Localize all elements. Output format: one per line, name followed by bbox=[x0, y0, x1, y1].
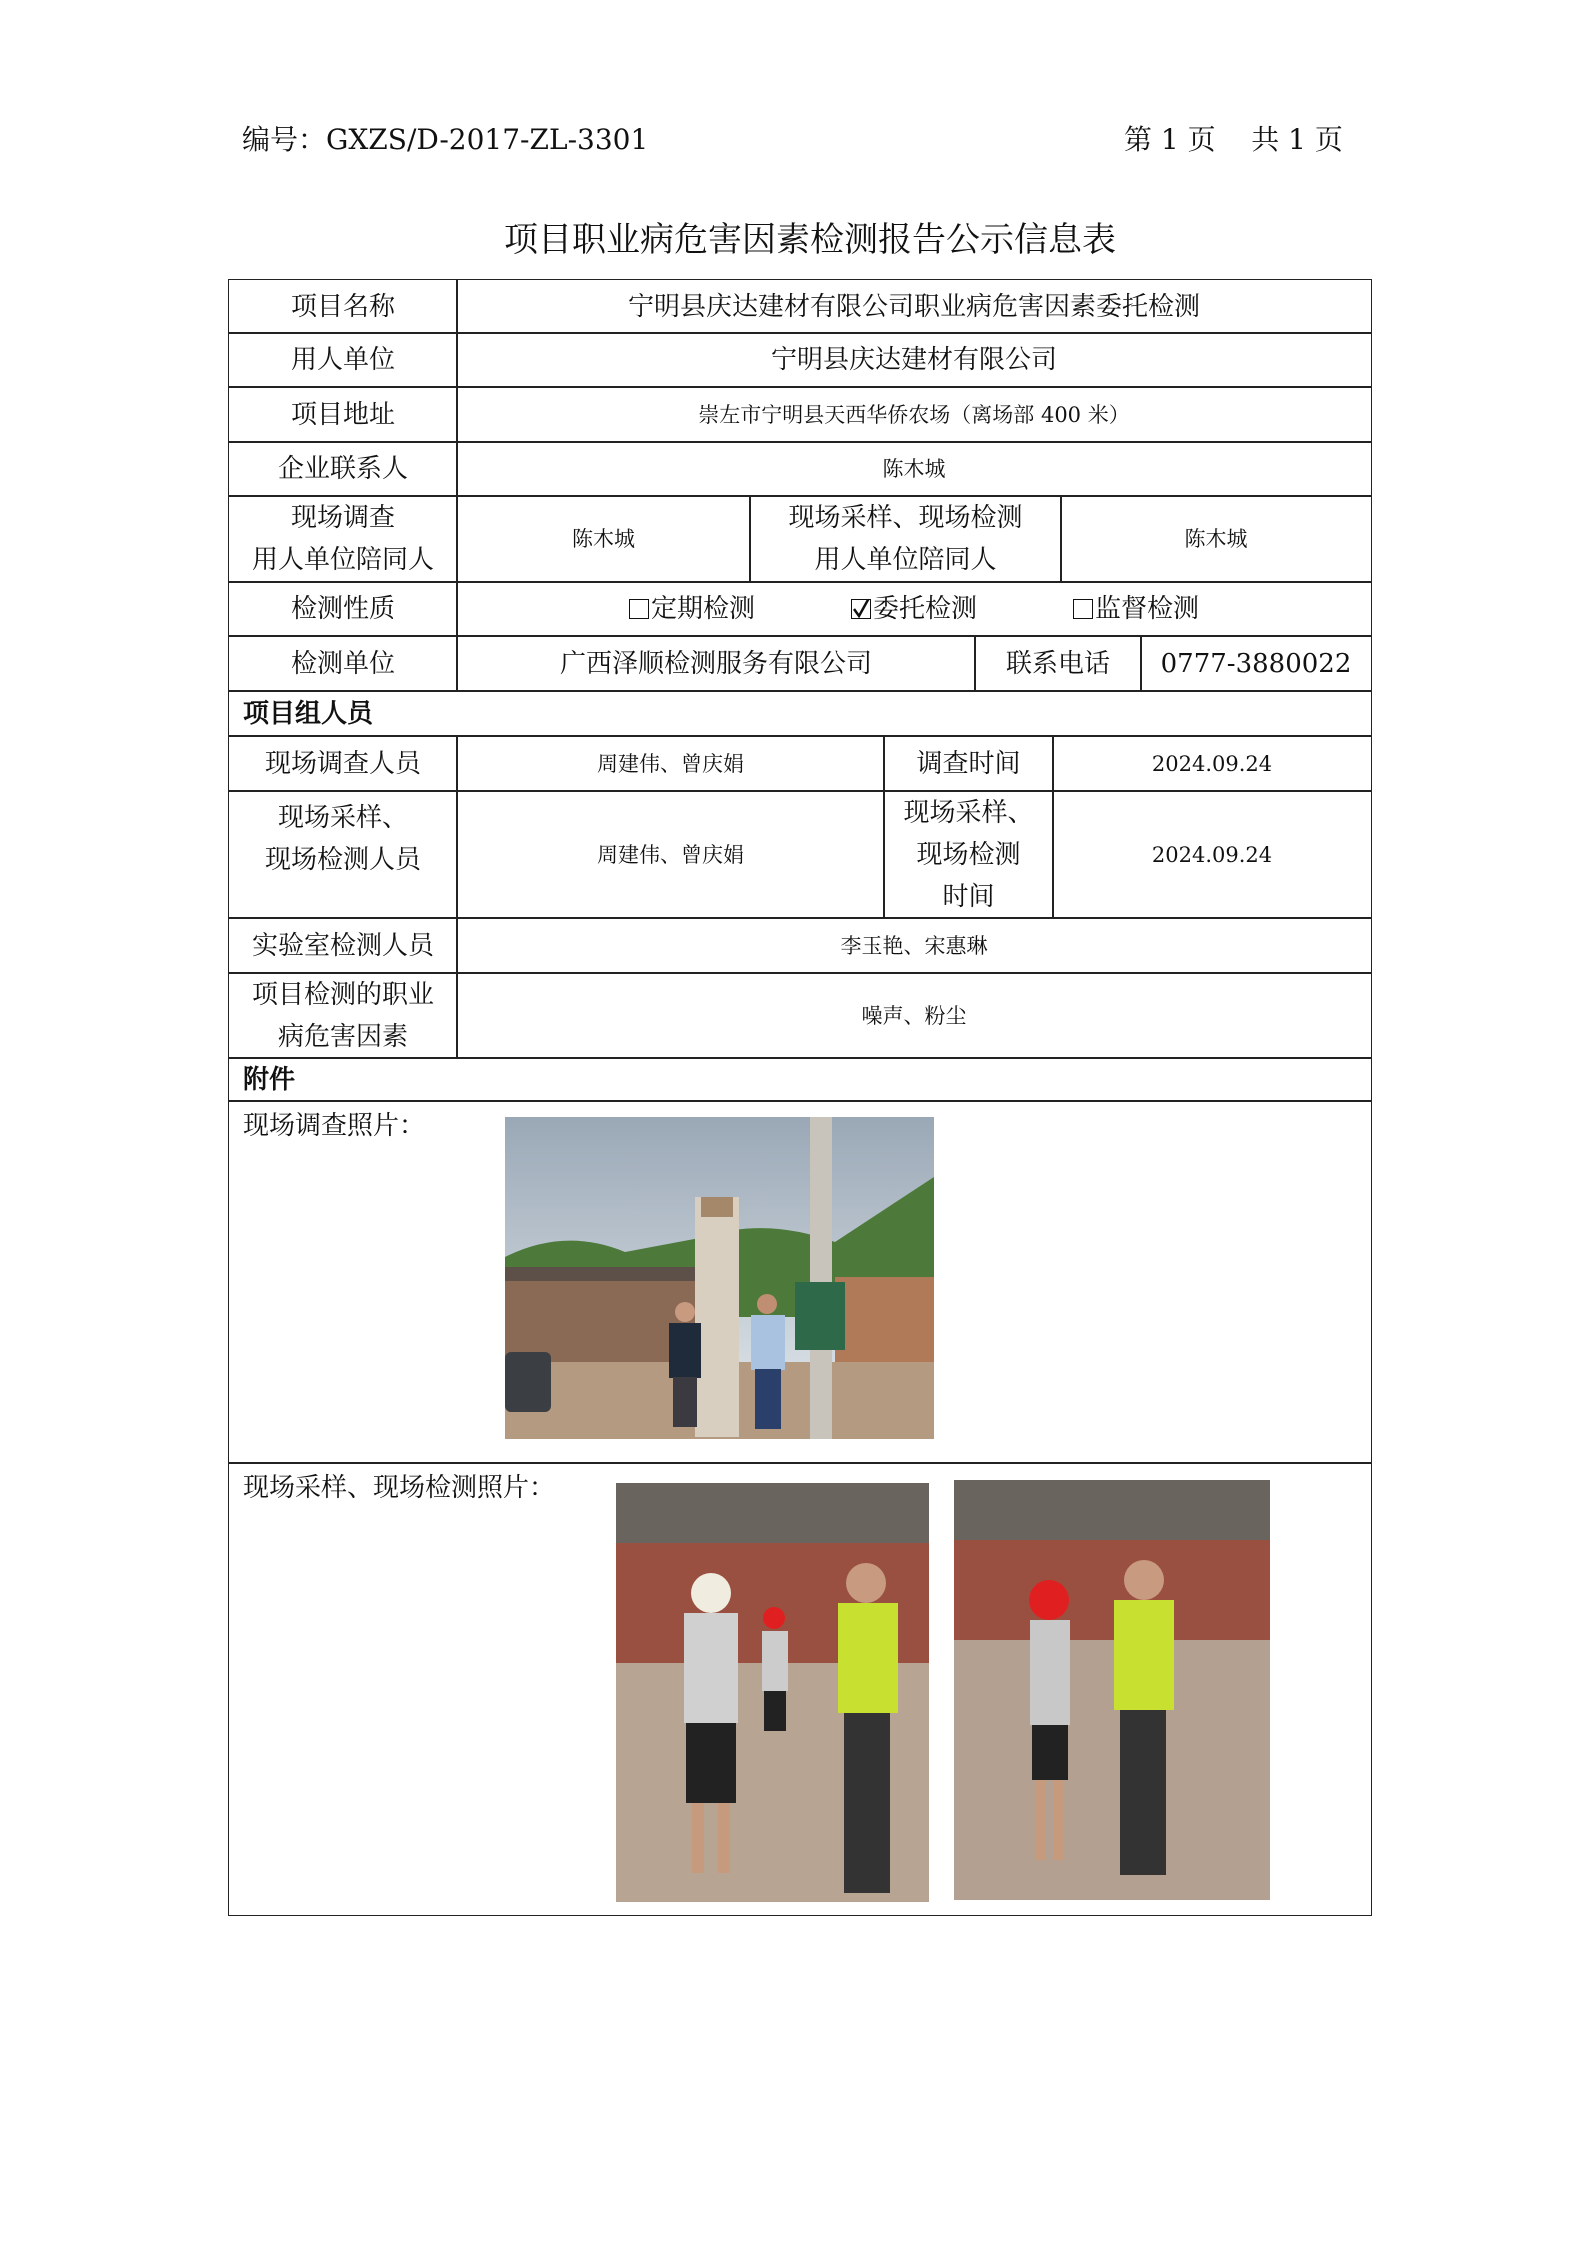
checkbox-unchecked-icon[interactable] bbox=[629, 599, 649, 619]
label-lab-staff: 实验室检测人员 bbox=[228, 917, 458, 974]
label-phone: 联系电话 bbox=[974, 635, 1142, 692]
label-sampling-time bbox=[883, 790, 1054, 919]
label-hazards bbox=[228, 972, 458, 1059]
label-unit: 检测单位 bbox=[228, 635, 458, 692]
label-line: 病危害因素 bbox=[277, 1021, 408, 1052]
label-address: 项目地址 bbox=[228, 386, 458, 443]
label-nature: 检测性质 bbox=[228, 581, 458, 637]
section-attachments: 附件 bbox=[228, 1057, 1372, 1102]
nature-options bbox=[456, 581, 1372, 637]
sampling-photo-1 bbox=[616, 1483, 929, 1902]
label-survey-time: 调查时间 bbox=[883, 735, 1054, 792]
checkbox-unchecked-icon[interactable] bbox=[1073, 599, 1093, 619]
label-project-name: 项目名称 bbox=[228, 279, 458, 334]
value-sampling-time: 2024.09.24 bbox=[1052, 790, 1372, 919]
option-periodic[interactable] bbox=[629, 588, 755, 630]
label-line: 用人单位陪同人 bbox=[814, 545, 997, 575]
label-line: 时间 bbox=[942, 881, 995, 912]
label-line: 现场采样、 bbox=[277, 803, 408, 833]
page-title: 项目职业病危害因素检测报告公示信息表 bbox=[504, 220, 1116, 260]
label-line: 现场采样、 bbox=[903, 797, 1034, 828]
value-contact: 陈木城 bbox=[456, 441, 1372, 497]
option-label: 定期检测 bbox=[650, 594, 755, 624]
value-project-name: 宁明县庆达建材有限公司职业病危害因素委托检测 bbox=[456, 279, 1372, 334]
label-sampling-escort bbox=[749, 495, 1062, 583]
sampling-photos-label: 现场采样、现场检测照片： bbox=[243, 1473, 556, 1503]
value-phone: 0777-3880022 bbox=[1140, 635, 1372, 692]
sampling-photo-2 bbox=[954, 1480, 1270, 1900]
survey-photos-label: 现场调查照片： bbox=[243, 1111, 426, 1141]
label-line: 项目检测的职业 bbox=[251, 979, 434, 1010]
option-commissioned[interactable] bbox=[851, 588, 977, 630]
label-employer: 用人单位 bbox=[228, 332, 458, 388]
label-line: 现场调查 bbox=[290, 503, 395, 533]
option-supervisory[interactable] bbox=[1073, 588, 1199, 630]
value-lab-staff: 李玉艳、宋惠琳 bbox=[456, 917, 1372, 974]
option-label: 委托检测 bbox=[872, 594, 977, 624]
value-sampling-staff: 周建伟、曾庆娟 bbox=[456, 790, 885, 919]
label-line: 现场采样、现场检测 bbox=[788, 503, 1023, 533]
checkbox-checked-icon[interactable] bbox=[851, 599, 871, 619]
option-label: 监督检测 bbox=[1095, 594, 1200, 624]
value-employer: 宁明县庆达建材有限公司 bbox=[456, 332, 1372, 388]
section-team: 项目组人员 bbox=[228, 690, 1372, 737]
survey-photo bbox=[505, 1117, 934, 1439]
label-line: 现场检测 bbox=[916, 839, 1021, 870]
page-info: 第 1 页 共 1 页 bbox=[1124, 123, 1343, 156]
value-survey-escort: 陈木城 bbox=[456, 495, 751, 583]
label-contact: 企业联系人 bbox=[228, 441, 458, 497]
value-survey-staff: 周建伟、曾庆娟 bbox=[456, 735, 885, 792]
label-survey-escort bbox=[228, 495, 458, 583]
label-line: 现场检测人员 bbox=[264, 845, 421, 875]
value-sampling-escort: 陈木城 bbox=[1060, 495, 1372, 583]
value-address: 崇左市宁明县天西华侨农场（离场部 400 米） bbox=[456, 386, 1372, 443]
label-survey-staff: 现场调查人员 bbox=[228, 735, 458, 792]
doc-number: 编号：GXZS/D-2017-ZL-3301 bbox=[242, 123, 649, 156]
value-hazards: 噪声、粉尘 bbox=[456, 972, 1372, 1059]
value-unit: 广西泽顺检测服务有限公司 bbox=[456, 635, 976, 692]
label-sampling-staff bbox=[228, 790, 458, 919]
value-survey-time: 2024.09.24 bbox=[1052, 735, 1372, 792]
label-line: 用人单位陪同人 bbox=[251, 545, 434, 575]
